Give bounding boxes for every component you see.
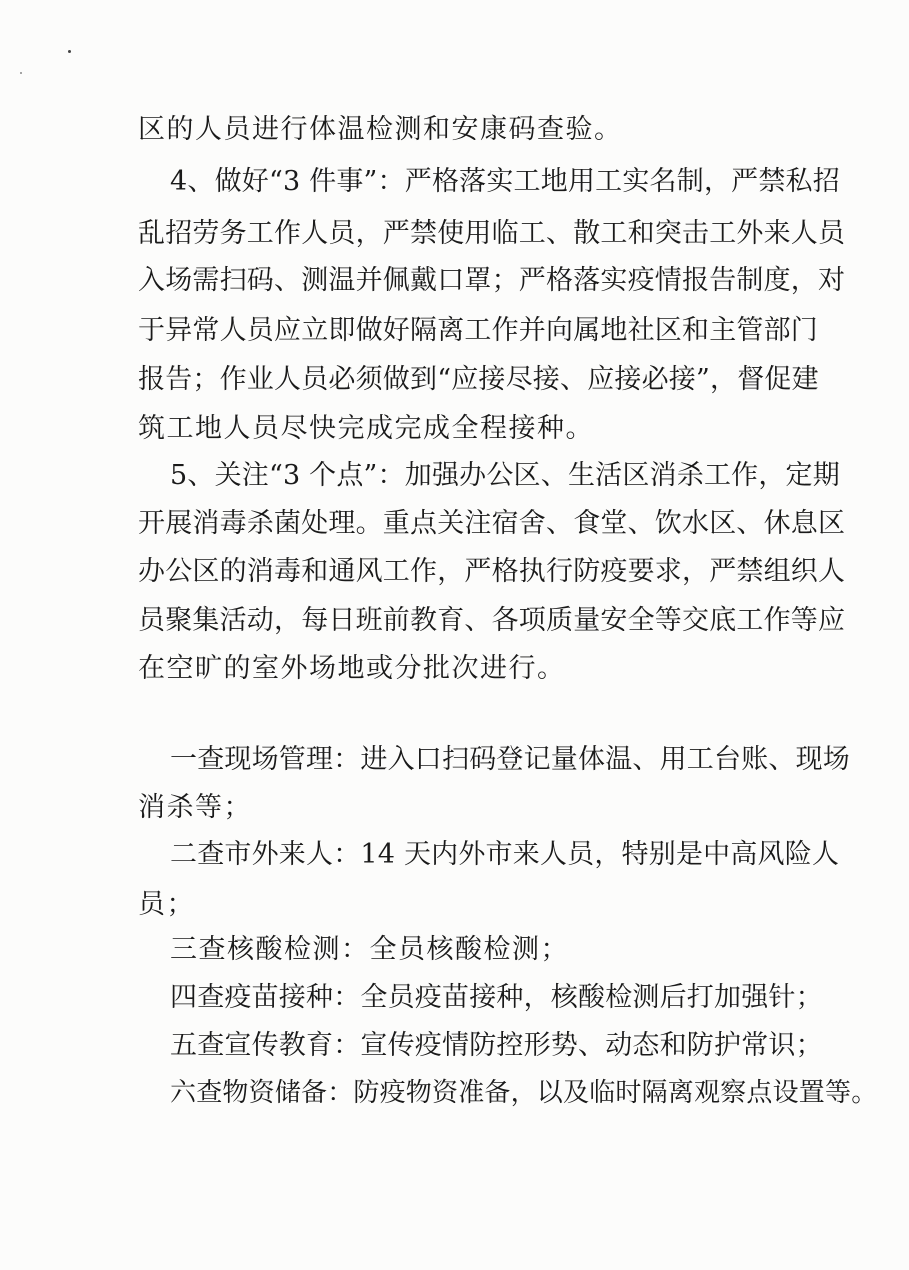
check-item-line: 三查核酸检测：全员核酸检测；: [170, 934, 569, 965]
check-item-line: 五查宣传教育：宣传疫情防控形势、动态和防护常识；: [170, 1030, 823, 1061]
paragraph-line: 区的人员进行体温检测和安康码查验。: [138, 114, 623, 145]
paragraph-line: 乱招劳务工作人员，严禁使用临工、散工和突击工外来人员: [138, 218, 846, 249]
paragraph-line: 在空旷的室外场地或分批次进行。: [138, 653, 566, 684]
paragraph-line: 办公区的消毒和通风工作，严格执行防疫要求，严禁组织人: [138, 556, 846, 587]
paragraph-line: 报告；作业人员必须做到“应接尽接、应接必接”，督促建: [138, 364, 819, 395]
paragraph-line: 于异常人员应立即做好隔离工作并向属地社区和主管部门: [138, 315, 818, 346]
check-item-line: 六查物资储备：防疫物资准备，以及临时隔离观察点设置等。: [170, 1078, 878, 1108]
scan-speck: [68, 50, 71, 53]
paragraph-line: 入场需扫码、测温并佩戴口罩；严格落实疫情报告制度，对: [138, 265, 846, 296]
paragraph-line: 筑工地人员尽快完成完成全程接种。: [138, 413, 594, 444]
paragraph-line: 开展消毒杀菌处理。重点关注宿舍、食堂、饮水区、休息区: [138, 508, 846, 539]
paragraph-line: 员聚集活动，每日班前教育、各项质量安全等交底工作等应: [138, 605, 846, 636]
check-item-line: 消杀等；: [138, 792, 252, 823]
paragraph-line: 4、做好“3 件事”：严格落实工地用工实名制，严禁私招: [170, 166, 840, 197]
check-item-line: 一查现场管理：进入口扫码登记量体温、用工台账、现场: [170, 744, 850, 775]
check-item-line: 二查市外来人：14 天内外市来人员，特别是中高风险人: [170, 839, 840, 870]
check-item-line: 员；: [138, 889, 195, 920]
scan-speck: [20, 72, 22, 74]
check-item-line: 四查疫苗接种：全员疫苗接种，核酸检测后打加强针；: [170, 982, 823, 1013]
paragraph-line: 5、关注“3 个点”：加强办公区、生活区消杀工作，定期: [170, 460, 840, 491]
